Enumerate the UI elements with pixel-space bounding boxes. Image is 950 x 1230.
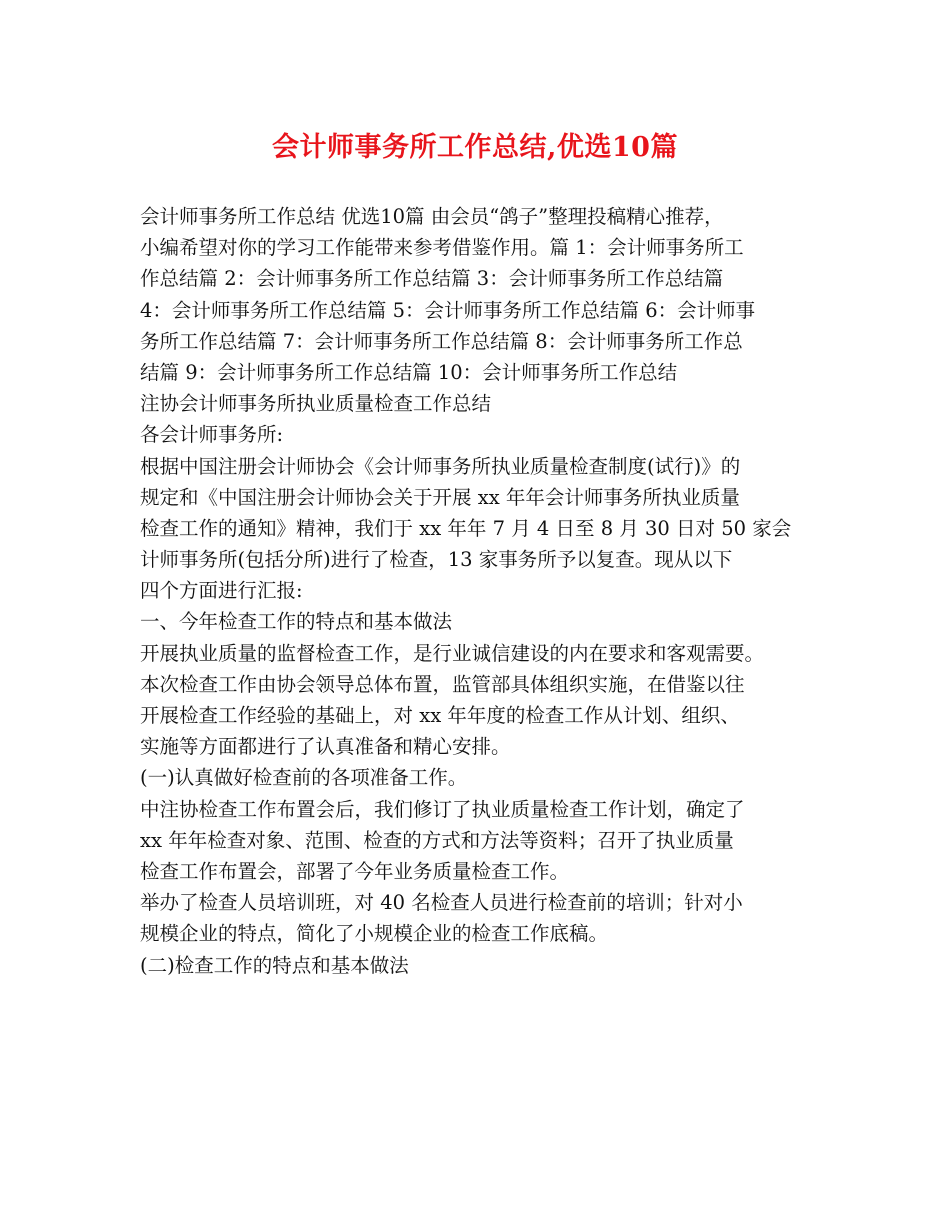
section-heading: 注协会计师事务所执业质量检查工作总结 — [140, 392, 492, 416]
section-heading: 一、今年检查工作的特点和基本做法 — [140, 610, 453, 634]
paragraph-line: 举办了检查人员培训班，对 40 名检查人员进行检查前的培训；针对小 — [140, 891, 743, 915]
paragraph-line: 中注协检查工作布置会后，我们修订了执业质量检查工作计划，确定了 — [140, 797, 745, 821]
document-body — [140, 201, 830, 981]
paragraph-line: 小编希望对你的学习工作能带来参考借鉴作用。篇 1：会计师事务所工 — [140, 236, 744, 260]
paragraph-line: xx 年年检查对象、范围、检查的方式和方法等资料；召开了执业质量 — [140, 828, 734, 852]
paragraph-line: 规模企业的特点，简化了小规模企业的检查工作底稿。 — [140, 922, 609, 946]
paragraph-line: 务所工作总结篇 7：会计师事务所工作总结篇 8：会计师事务所工作总 — [140, 329, 743, 353]
salutation: 各会计师事务所: — [140, 423, 284, 447]
paragraph-line: 结篇 9：会计师事务所工作总结篇 10：会计师事务所工作总结 — [140, 360, 678, 384]
paragraph-line: 根据中国注册会计师协会《会计师事务所执业质量检查制度(试行)》的 — [140, 454, 741, 478]
paragraph-line: 实施等方面都进行了认真准备和精心安排。 — [140, 735, 511, 759]
paragraph-line: 4：会计师事务所工作总结篇 5：会计师事务所工作总结篇 6：会计师事 — [140, 298, 756, 322]
paragraph-line: 开展执业质量的监督检查工作，是行业诚信建设的内在要求和客观需要。 — [140, 641, 765, 665]
paragraph-line: 四个方面进行汇报: — [140, 579, 303, 603]
subsection-heading: (一)认真做好检查前的各项准备工作。 — [140, 766, 468, 790]
paragraph-line: 规定和《中国注册会计师协会关于开展 xx 年年会计师事务所执业质量 — [140, 485, 740, 509]
paragraph-line: 计师事务所(包括分所)进行了检查，13 家事务所予以复查。现从以下 — [140, 548, 733, 572]
paragraph-line: 作总结篇 2：会计师事务所工作总结篇 3：会计师事务所工作总结篇 — [140, 267, 724, 291]
paragraph-line: 本次检查工作由协会领导总体布置，监管部具体组织实施，在借鉴以往 — [140, 672, 745, 696]
paragraph-line: 检查工作的通知》精神，我们于 xx 年年 7 月 4 日至 8 月 30 日对 50 家会 — [140, 516, 792, 540]
paragraph-line: 检查工作布置会，部署了今年业务质量检查工作。 — [140, 859, 570, 883]
paragraph-line: 会计师事务所工作总结 优选10篇 由会员“鸽子”整理投稿精心推荐， — [140, 205, 724, 228]
document-title: 会计师事务所工作总结,优选10篇 — [272, 132, 678, 163]
subsection-heading: (二)检查工作的特点和基本做法 — [140, 953, 409, 977]
paragraph-line: 开展检查工作经验的基础上，对 xx 年年度的检查工作从计划、组织、 — [140, 704, 740, 727]
